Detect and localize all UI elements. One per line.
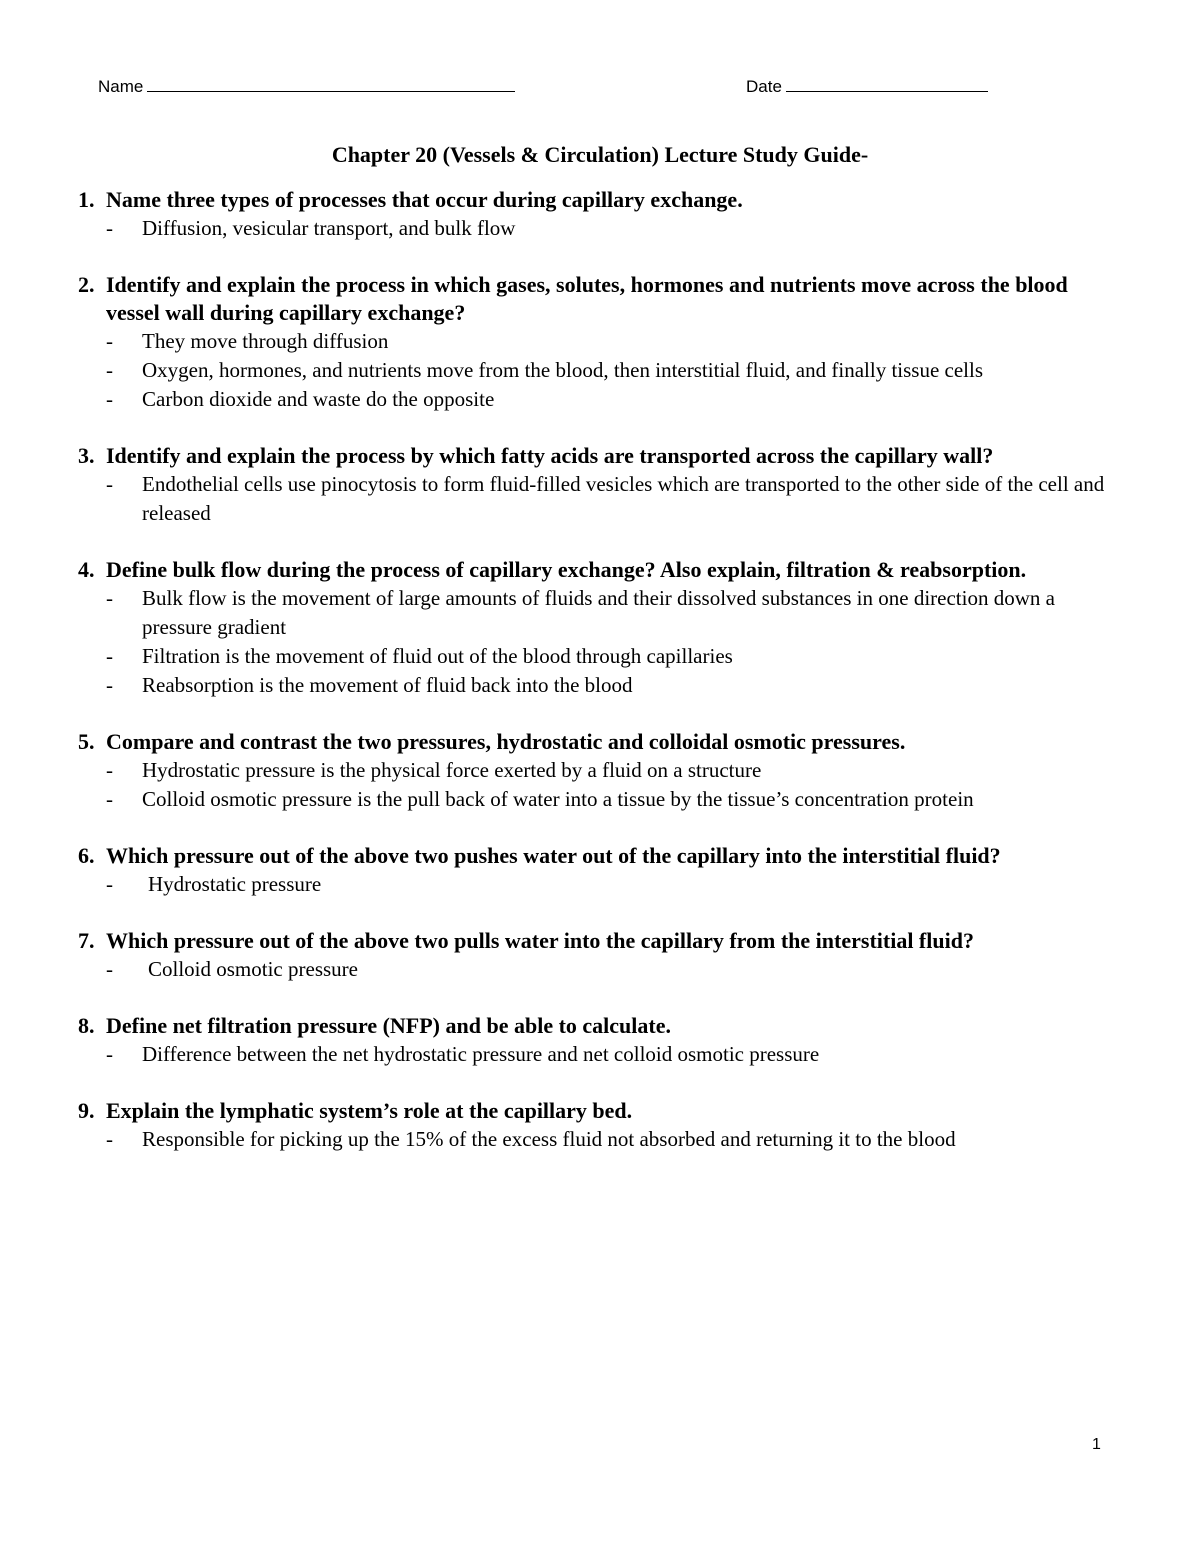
page-number: 1 bbox=[1092, 1436, 1101, 1453]
question-number: 9. bbox=[78, 1098, 95, 1123]
question-number: 2. bbox=[78, 272, 95, 297]
question-text: Compare and contrast the two pressures, hydrostatic and colloidal osmotic pressures. bbox=[106, 729, 906, 754]
question-number: 3. bbox=[78, 443, 95, 468]
answer-item bbox=[78, 642, 1118, 671]
answer-text: Hydrostatic pressure bbox=[148, 872, 322, 896]
question-heading bbox=[78, 271, 1118, 327]
question-heading bbox=[78, 442, 1118, 470]
answer-item bbox=[78, 327, 1118, 356]
page-title: Chapter 20 (Vessels & Circulation) Lecture Study Guide- bbox=[331, 142, 869, 167]
answer-text: Colloid osmotic pressure bbox=[148, 957, 358, 981]
dash-bullet: - bbox=[106, 216, 113, 240]
question-1 bbox=[78, 186, 1118, 243]
answer-text: Endothelial cells use pinocytosis to form fluid-filled vesicles which are transported to the other side of the cell and released bbox=[142, 472, 1105, 525]
dash-bullet: - bbox=[106, 1042, 113, 1066]
answer-text: Reabsorption is the movement of fluid back into the blood bbox=[142, 673, 633, 697]
question-heading bbox=[78, 186, 1118, 214]
question-text: Identify and explain the process in which gases, solutes, hormones and nutrients move across the blood vessel wall during capillary exchange? bbox=[106, 272, 1068, 325]
question-text: Which pressure out of the above two pushes water out of the capillary into the interstitial fluid? bbox=[106, 843, 1001, 868]
question-4 bbox=[78, 556, 1118, 700]
dash-bullet: - bbox=[106, 387, 113, 411]
answer-item bbox=[78, 785, 1118, 814]
answer-text: Hydrostatic pressure is the physical force exerted by a fluid on a structure bbox=[142, 758, 762, 782]
answer-item bbox=[78, 356, 1118, 385]
answer-text: Bulk flow is the movement of large amounts of fluids and their dissolved substances in one direction down a pressure gradient bbox=[142, 586, 1055, 639]
question-number: 7. bbox=[78, 928, 95, 953]
date-label: Date bbox=[746, 77, 782, 96]
question-text: Name three types of processes that occur during capillary exchange. bbox=[106, 187, 743, 212]
dash-bullet: - bbox=[106, 472, 113, 496]
question-5 bbox=[78, 728, 1118, 814]
question-7 bbox=[78, 927, 1118, 984]
question-text: Identify and explain the process by which fatty acids are transported across the capillary wall? bbox=[106, 443, 994, 468]
question-number: 8. bbox=[78, 1013, 95, 1038]
question-3 bbox=[78, 442, 1118, 528]
dash-bullet: - bbox=[106, 329, 113, 353]
date-blank-line bbox=[786, 74, 988, 92]
question-text: Define net filtration pressure (NFP) and be able to calculate. bbox=[106, 1013, 671, 1038]
question-6 bbox=[78, 842, 1118, 899]
question-text: Define bulk flow during the process of capillary exchange? Also explain, filtration & reabsorption. bbox=[106, 557, 1027, 582]
question-number: 1. bbox=[78, 187, 95, 212]
answer-item bbox=[78, 671, 1118, 700]
answer-item bbox=[78, 756, 1118, 785]
answer-item bbox=[78, 385, 1118, 414]
dash-bullet: - bbox=[106, 787, 113, 811]
dash-bullet: - bbox=[106, 644, 113, 668]
question-heading bbox=[78, 842, 1118, 870]
answer-item bbox=[78, 955, 1118, 984]
dash-bullet: - bbox=[106, 673, 113, 697]
answer-text: Filtration is the movement of fluid out of the blood through capillaries bbox=[142, 644, 733, 668]
question-8 bbox=[78, 1012, 1118, 1069]
question-text: Which pressure out of the above two pulls water into the capillary from the interstitial fluid? bbox=[106, 928, 974, 953]
answer-text: Oxygen, hormones, and nutrients move from the blood, then interstitial fluid, and finally tissue cells bbox=[142, 358, 984, 382]
answer-text: Colloid osmotic pressure is the pull back of water into a tissue by the tissue’s concentration protein bbox=[142, 787, 974, 811]
name-label: Name bbox=[98, 77, 144, 96]
question-heading bbox=[78, 1097, 1118, 1125]
question-text: Explain the lymphatic system’s role at the capillary bed. bbox=[106, 1098, 633, 1123]
dash-bullet: - bbox=[106, 758, 113, 782]
question-number: 4. bbox=[78, 557, 95, 582]
answer-item bbox=[78, 214, 1118, 243]
answer-item bbox=[78, 870, 1118, 899]
answer-item bbox=[78, 1125, 1118, 1154]
question-heading bbox=[78, 728, 1118, 756]
answer-text: Diffusion, vesicular transport, and bulk flow bbox=[142, 216, 516, 240]
name-field bbox=[98, 74, 515, 98]
answer-text: Responsible for picking up the 15% of the excess fluid not absorbed and returning it to the blood bbox=[142, 1127, 956, 1151]
answer-item bbox=[78, 1040, 1118, 1069]
name-blank-line bbox=[147, 74, 515, 92]
answer-item bbox=[78, 470, 1118, 528]
date-field bbox=[746, 74, 988, 98]
question-heading bbox=[78, 927, 1118, 955]
question-number: 6. bbox=[78, 843, 95, 868]
answer-text: Difference between the net hydrostatic pressure and net colloid osmotic pressure bbox=[142, 1042, 820, 1066]
question-heading bbox=[78, 556, 1118, 584]
question-9 bbox=[78, 1097, 1118, 1154]
answer-item bbox=[78, 584, 1118, 642]
dash-bullet: - bbox=[106, 957, 113, 981]
dash-bullet: - bbox=[106, 1127, 113, 1151]
dash-bullet: - bbox=[106, 358, 113, 382]
dash-bullet: - bbox=[106, 872, 113, 896]
answer-text: Carbon dioxide and waste do the opposite bbox=[142, 387, 495, 411]
question-2 bbox=[78, 271, 1118, 414]
answer-text: They move through diffusion bbox=[142, 329, 389, 353]
dash-bullet: - bbox=[106, 586, 113, 610]
question-list bbox=[78, 186, 1118, 1182]
question-number: 5. bbox=[78, 729, 95, 754]
question-heading bbox=[78, 1012, 1118, 1040]
